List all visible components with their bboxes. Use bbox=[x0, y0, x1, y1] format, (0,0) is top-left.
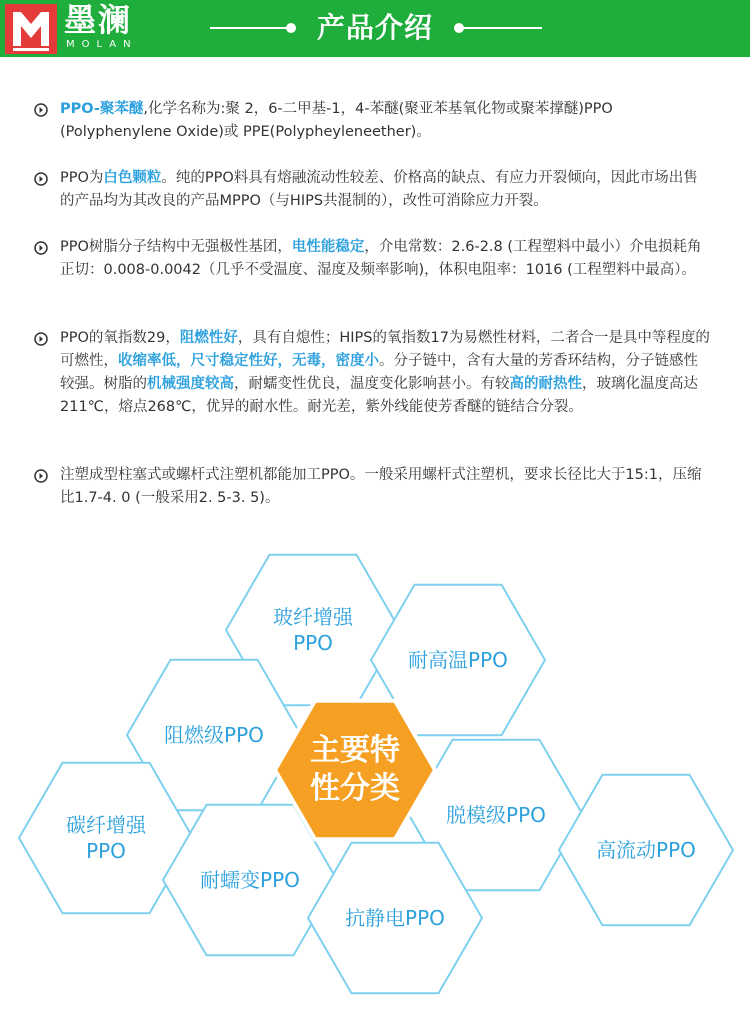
feature-label: 玻纤增强 PPO bbox=[273, 605, 353, 655]
feature-label: 脱模级PPO bbox=[446, 803, 546, 827]
body-text: ,化学名称为:聚 2，6-二甲基-1，4-苯醚(聚亚苯基氧化物或聚苯撑醚)PPO (Polyphenylene Oxide)或 PPE(Polypheyleneether)。 bbox=[60, 101, 613, 140]
body-text: ，耐蠕变性优良，温度变化影响甚小。有较 bbox=[234, 376, 510, 392]
feature-label: 抗静电PPO bbox=[345, 906, 445, 930]
center-title-line: 性分类 bbox=[310, 771, 400, 806]
highlight-text: 阻燃性好 bbox=[179, 330, 238, 346]
body-text: PPO树脂分子结构中无强极性基团， bbox=[60, 239, 292, 255]
feature-label: 耐高温PPO bbox=[408, 648, 508, 672]
body-text: PPO的氧指数29， bbox=[60, 330, 180, 346]
center-title-line: 主要特 bbox=[310, 733, 400, 768]
body-text: 。分子链中，含有大量的芳香环结构，分子链感性较强。树脂的 bbox=[60, 353, 698, 392]
highlight-text: 收缩率低，尺寸稳定性好，无毒，密度小 bbox=[118, 353, 379, 369]
feature-label: 耐蠕变PPO bbox=[200, 868, 300, 892]
brand-name: 墨澜 bbox=[64, 1, 133, 39]
center-feature-title bbox=[285, 725, 425, 815]
feature-label: 高流动PPO bbox=[596, 838, 696, 862]
feature-label: 阻燃级PPO bbox=[164, 723, 264, 747]
body-text: PPO为 bbox=[60, 170, 104, 186]
body-text: 注塑成型柱塞式或螺杆式注塑机都能加工PPO。一般采用螺杆式注塑机，要求长径比大于15:1，压缩比1.7-4. 0 (一般采用2. 5-3. 5)。 bbox=[60, 467, 702, 506]
brand-subtitle: MOLAN bbox=[66, 39, 138, 50]
body-text: 。纯的PPO料具有熔融流动性较差、价格高的缺点、有应力开裂倾向，因此市场出售的产品均为其改良的产品MPPO（与HIPS共混制的），改性可消除应力开裂。 bbox=[60, 170, 698, 209]
highlight-text: PPO-聚苯醚 bbox=[60, 101, 144, 117]
highlight-text: 机械强度较高 bbox=[147, 376, 234, 392]
page-title: 产品介绍 bbox=[316, 11, 433, 44]
body-text: ，具有自熄性；HIPS的氧指数17为易燃性材料，二者合一是具中等程度的可燃性， bbox=[60, 330, 710, 369]
body-text: ，介电常数：2.6-2.8 (工程塑料中最小）介电损耗角正切：0.008-0.0042（几乎不受温度、湿度及频率影响)，体积电阻率：1016 (工程塑料中最高）。 bbox=[60, 239, 702, 278]
highlight-text: 电性能稳定 bbox=[291, 239, 365, 255]
body-text: ，玻璃化温度高达211℃，熔点268℃，优异的耐水性。耐光差，紫外线能使芳香醚的链结合分裂。 bbox=[60, 376, 698, 415]
highlight-text: 高的耐热性 bbox=[509, 376, 582, 392]
highlight-text: 白色颗粒 bbox=[103, 170, 162, 186]
feature-label: 碳纤增强 PPO bbox=[66, 813, 146, 863]
